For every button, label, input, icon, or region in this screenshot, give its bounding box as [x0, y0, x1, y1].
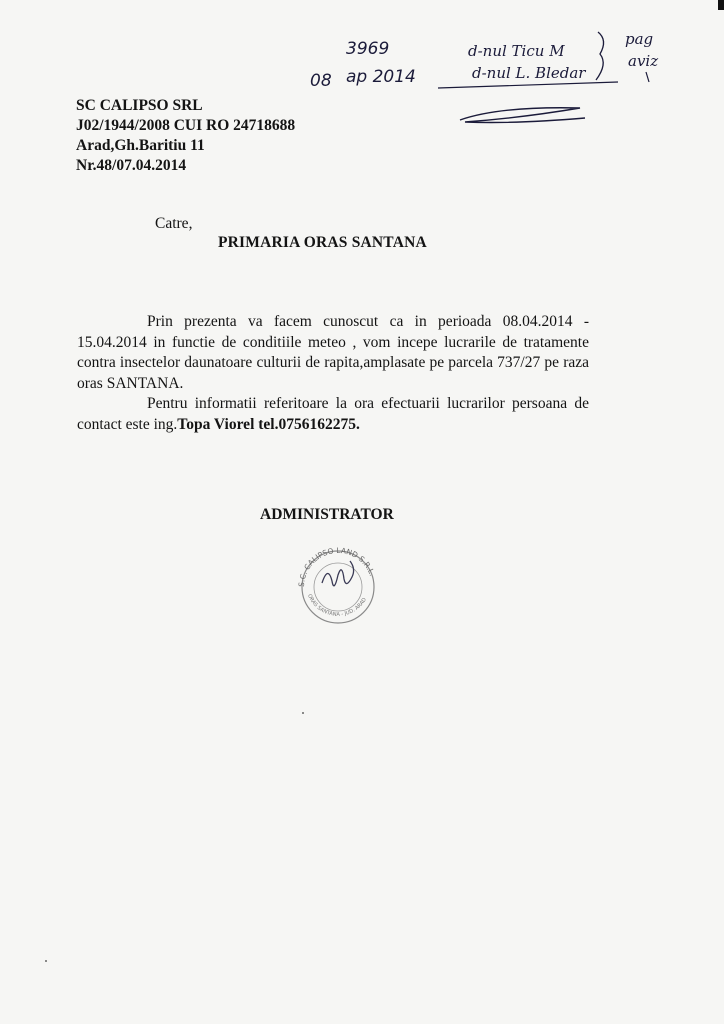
scan-speck — [45, 960, 47, 962]
registry-month-year: ap 2014 — [346, 67, 416, 87]
company-name: SC CALIPSO SRL — [76, 97, 203, 114]
salutation: Catre, — [155, 215, 193, 232]
signature-title: ADMINISTRATOR — [260, 506, 394, 523]
scan-speck — [302, 712, 304, 714]
registry-number: 3969 — [346, 39, 390, 59]
recipient: PRIMARIA ORAS SANTANA — [218, 234, 427, 251]
stamp-inner-ring — [314, 563, 362, 611]
handwritten-note-1: d-nul Ticu M — [468, 42, 565, 60]
registry-annotation — [300, 20, 680, 130]
underline-stroke — [438, 82, 618, 88]
scan-corner-mark — [718, 0, 724, 10]
contact-person: Topa Viorel tel.0756162275. — [177, 415, 360, 433]
registry-day: 08 — [310, 71, 332, 91]
paragraph-2 — [77, 394, 589, 435]
brace-mark — [596, 32, 604, 80]
document-reference: Nr.48/07.04.2014 — [76, 157, 187, 174]
company-registration: J02/1944/2008 CUI RO 24718688 — [76, 117, 296, 134]
paragraph-2-text: Pentru informatii referitoare la ora efectuarii lucrarilor persoana de contact este ing. — [77, 395, 589, 433]
stamp-signature — [322, 561, 354, 586]
letter-body — [77, 312, 589, 435]
company-stamp — [292, 545, 384, 625]
side-note-1: pag — [625, 30, 654, 48]
stamp-text-top: S.C. CALIPSO LAND S.R.L. — [296, 545, 377, 588]
handwritten-signature — [460, 108, 585, 123]
handwritten-note-2: d-nul L. Bledar — [472, 64, 586, 82]
check-mark — [646, 72, 649, 82]
company-header — [76, 96, 295, 176]
company-address: Arad,Gh.Baritiu 11 — [76, 137, 205, 154]
paragraph-1: Prin prezenta va facem cunoscut ca in perioada 08.04.2014 - 15.04.2014 in functie de conditiile meteo , vom incepe lucrarile de tratamente contra insectelor daunatoare culturii de rapita,amplasate pe parcela 737/27 pe raza oras SANTANA. — [77, 313, 589, 392]
stamp-text-bottom: ORAS SANTANA - JUD. ARAD — [306, 593, 368, 618]
side-note-2: aviz — [628, 52, 659, 70]
